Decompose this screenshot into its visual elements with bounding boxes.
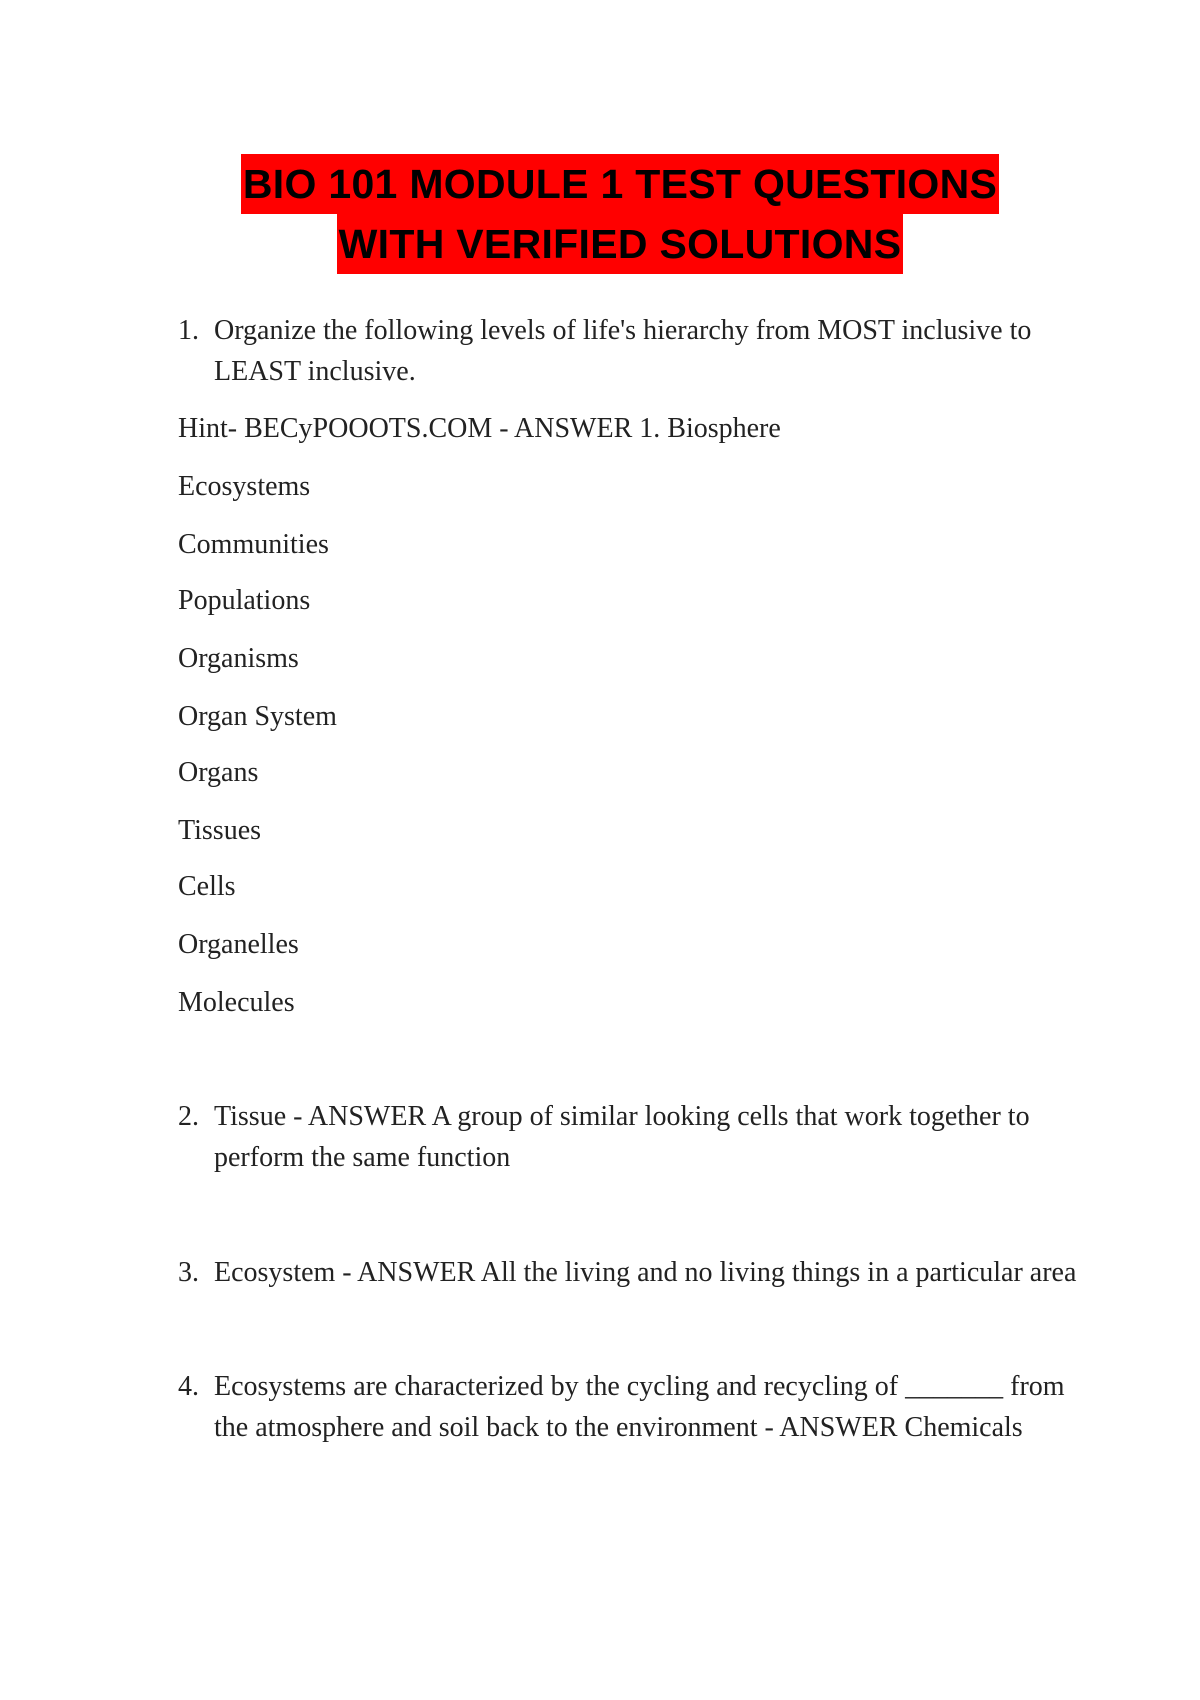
hierarchy-item: Molecules — [178, 987, 295, 1018]
question-4 — [178, 1366, 1078, 1448]
question-text: Organize the following levels of life's hierarchy from MOST inclusive to LEAST inclusive. — [214, 315, 1032, 387]
title-line-1: BIO 101 MODULE 1 TEST QUESTIONS — [241, 154, 999, 214]
question-number: 1. — [178, 315, 199, 346]
question-number: 3. — [178, 1257, 199, 1288]
hierarchy-item: Organisms — [178, 643, 299, 674]
hierarchy-item: Tissues — [178, 815, 262, 846]
hint-line: Hint- BECyPOOOTS.COM - ANSWER 1. Biosphere — [178, 413, 781, 444]
question-3 — [178, 1252, 1138, 1293]
question-text: Ecosystem - ANSWER All the living and no living things in a particular area — [214, 1257, 1077, 1288]
hierarchy-item: Organelles — [178, 929, 299, 960]
hierarchy-item: Organ System — [178, 701, 337, 732]
hierarchy-item: Ecosystems — [178, 471, 311, 502]
question-text: Tissue - ANSWER A group of similar looking cells that work together to perform the same function — [214, 1101, 1030, 1173]
question-text: Ecosystems are characterized by the cycling and recycling of _______ from the atmosphere and soil back to the environment - ANSWER Chemicals — [214, 1371, 1065, 1443]
title-line-2: WITH VERIFIED SOLUTIONS — [337, 214, 904, 274]
hierarchy-item: Cells — [178, 871, 236, 902]
document-title — [0, 154, 1200, 274]
question-number: 4. — [178, 1371, 199, 1402]
question-2 — [178, 1096, 1078, 1178]
hierarchy-item: Populations — [178, 585, 311, 616]
question-1 — [178, 310, 1078, 392]
question-number: 2. — [178, 1101, 199, 1132]
hierarchy-item: Communities — [178, 529, 329, 560]
hierarchy-item: Organs — [178, 757, 259, 788]
